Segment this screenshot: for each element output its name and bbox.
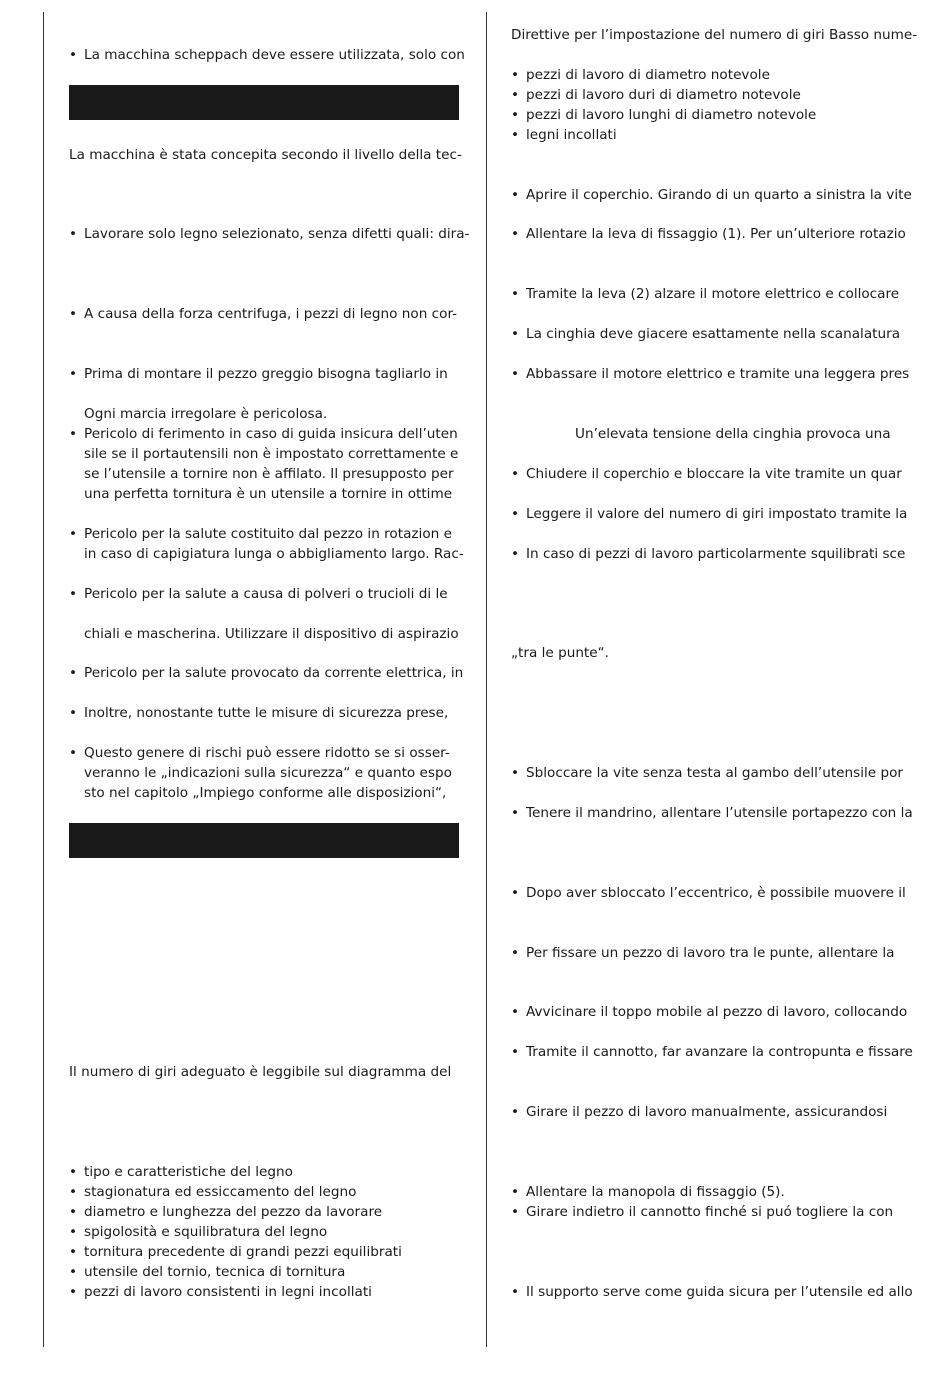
bullet-text-line: Pericolo per la salute provocato da corrente elettrica, in — [84, 665, 464, 681]
bullet-marker: • — [69, 745, 78, 761]
bullet-marker: • — [69, 1244, 78, 1260]
bullet-text-line: Dopo aver sbloccato l’eccentrico, è possibile muovere il — [526, 885, 906, 901]
bullet-text-line: tipo e caratteristiche del legno — [84, 1164, 293, 1180]
bullet-text-line: Per fissare un pezzo di lavoro tra le punte, allentare la — [526, 945, 895, 961]
bullet-text-line: Leggere il valore del numero di giri impostato tramite la — [526, 506, 908, 522]
bullet-text-line: tornitura precedente di grandi pezzi equilibrati — [84, 1244, 402, 1260]
bullet-text-line: Prima di montare il pezzo greggio bisogna tagliarlo in — [84, 366, 448, 382]
bullet-marker: • — [511, 286, 520, 302]
text-line: Direttive per l’impostazione del numero di giri Basso nume- — [511, 27, 918, 43]
bullet-marker: • — [511, 765, 520, 781]
text-line: in caso di capigiatura lunga o abbigliamento largo. Rac- — [84, 546, 464, 562]
bullet-marker: • — [511, 466, 520, 482]
text-line: Un’elevata tensione della cinghia provoca una — [575, 426, 891, 442]
bullet-text-line: spigolosità e squilibratura del legno — [84, 1224, 328, 1240]
bullet-marker: • — [69, 366, 78, 382]
text-line: chiali e mascherina. Utilizzare il dispositivo di aspirazio — [84, 626, 459, 642]
bullet-text-line: utensile del tornio, tecnica di tornitura — [84, 1264, 346, 1280]
bullet-marker: • — [511, 226, 520, 242]
bullet-marker: • — [69, 1164, 78, 1180]
bullet-text-line: Chiudere il coperchio e bloccare la vite tramite un quar — [526, 466, 902, 482]
bullet-marker: • — [511, 87, 520, 103]
text-line: sile se il portautensili non è impostato correttamente e — [84, 446, 459, 462]
bullet-marker: • — [511, 885, 520, 901]
bullet-marker: • — [69, 1184, 78, 1200]
bullet-marker: • — [69, 1204, 78, 1220]
bullet-text-line: stagionatura ed essiccamento del legno — [84, 1184, 357, 1200]
bullet-text-line: Tramite la leva (2) alzare il motore elettrico e collocare — [526, 286, 900, 302]
bullet-marker: • — [511, 366, 520, 382]
bullet-marker: • — [511, 1044, 520, 1060]
text-line: se l’utensile a tornire non è affilato. Il presupposto per — [84, 466, 454, 482]
text-line: Ogni marcia irregolare è pericolosa. — [84, 406, 328, 422]
bullet-text-line: Allentare la leva di fissaggio (1). Per un’ulteriore rotazio — [526, 226, 906, 242]
bullet-text-line: A causa della forza centrifuga, i pezzi di legno non cor- — [84, 306, 458, 322]
bullet-marker: • — [69, 526, 78, 542]
bullet-text-line: Il supporto serve come guida sicura per l’utensile ed allo — [526, 1284, 913, 1300]
bullet-text-line: La cinghia deve giacere esattamente nella scanalatura — [526, 326, 901, 342]
bullet-text-line: pezzi di lavoro duri di diametro notevole — [526, 87, 801, 103]
bullet-text-line: La macchina scheppach deve essere utilizzata, solo con — [84, 47, 465, 63]
bullet-marker: • — [511, 1184, 520, 1200]
bullet-marker: • — [69, 426, 78, 442]
bullet-marker: • — [69, 226, 78, 242]
text-line: „tra le punte“. — [511, 645, 609, 661]
bullet-text-line: In caso di pezzi di lavoro particolarmente squilibrati sce — [526, 546, 906, 562]
bullet-marker: • — [511, 945, 520, 961]
text-line: sto nel capitolo „Impiego conforme alle disposizioni“, — [84, 785, 447, 801]
bullet-marker: • — [69, 47, 78, 63]
bullet-marker: • — [511, 67, 520, 83]
bullet-text-line: Inoltre, nonostante tutte le misure di sicurezza prese, — [84, 705, 449, 721]
bullet-marker: • — [69, 306, 78, 322]
bullet-marker: • — [69, 705, 78, 721]
bullet-text-line: pezzi di lavoro di diametro notevole — [526, 67, 770, 83]
bullet-text-line: Allentare la manopola di fissaggio (5). — [526, 1184, 785, 1200]
bullet-marker: • — [69, 586, 78, 602]
bullet-text-line: Pericolo per la salute costituito dal pezzo in rotazion e — [84, 526, 452, 542]
bullet-text-line: Questo genere di rischi può essere ridotto se si osser- — [84, 745, 450, 761]
bullet-text-line: Avvicinare il toppo mobile al pezzo di lavoro, collocando — [526, 1004, 908, 1020]
text-line: una perfetta tornitura è un utensile a tornire in ottime — [84, 486, 453, 502]
bullet-text-line: Pericolo per la salute a causa di polveri o trucioli di le — [84, 586, 448, 602]
bullet-marker: • — [511, 107, 520, 123]
text-line: veranno le „indicazioni sulla sicurezza“ e quanto espo — [84, 765, 452, 781]
bullet-text-line: diametro e lunghezza del pezzo da lavorare — [84, 1204, 383, 1220]
bullet-marker: • — [69, 1224, 78, 1240]
bullet-marker: • — [511, 1004, 520, 1020]
bullet-text-line: pezzi di lavoro consistenti in legni incollati — [84, 1284, 372, 1300]
bullet-marker: • — [511, 1104, 520, 1120]
bullet-text-line: Girare indietro il cannotto finché si puó togliere la con — [526, 1204, 894, 1220]
bullet-marker: • — [511, 127, 520, 143]
bullet-text-line: Tramite il cannotto, far avanzare la contropunta e fissare — [526, 1044, 913, 1060]
left-margin-rule — [43, 12, 44, 1347]
text-line: Il numero di giri adeguato è leggibile sul diagramma del — [69, 1064, 452, 1080]
bullet-text-line: legni incollati — [526, 127, 617, 143]
bullet-text-line: Lavorare solo legno selezionato, senza difetti quali: dira- — [84, 226, 470, 242]
column-divider-rule — [486, 12, 487, 1347]
bullet-marker: • — [69, 1284, 78, 1300]
bullet-text-line: Abbassare il motore elettrico e tramite una leggera pres — [526, 366, 910, 382]
text-line: La macchina è stata concepita secondo il livello della tec- — [69, 147, 462, 163]
bullet-text-line: Sbloccare la vite senza testa al gambo dell’utensile por — [526, 765, 904, 781]
bullet-marker: • — [69, 1264, 78, 1280]
bullet-text-line: Tenere il mandrino, allentare l’utensile portapezzo con la — [526, 805, 913, 821]
section-header-bar — [69, 823, 459, 858]
bullet-text-line: Pericolo di ferimento in caso di guida insicura dell’uten — [84, 426, 458, 442]
bullet-marker: • — [511, 546, 520, 562]
bullet-marker: • — [511, 506, 520, 522]
section-header-bar — [69, 85, 459, 120]
bullet-text-line: pezzi di lavoro lunghi di diametro notevole — [526, 107, 817, 123]
bullet-text-line: Aprire il coperchio. Girando di un quarto a sinistra la vite — [526, 187, 912, 203]
bullet-marker: • — [69, 665, 78, 681]
bullet-marker: • — [511, 1284, 520, 1300]
bullet-text-line: Girare il pezzo di lavoro manualmente, assicurandosi — [526, 1104, 888, 1120]
bullet-marker: • — [511, 805, 520, 821]
bullet-marker: • — [511, 1204, 520, 1220]
bullet-marker: • — [511, 187, 520, 203]
bullet-marker: • — [511, 326, 520, 342]
